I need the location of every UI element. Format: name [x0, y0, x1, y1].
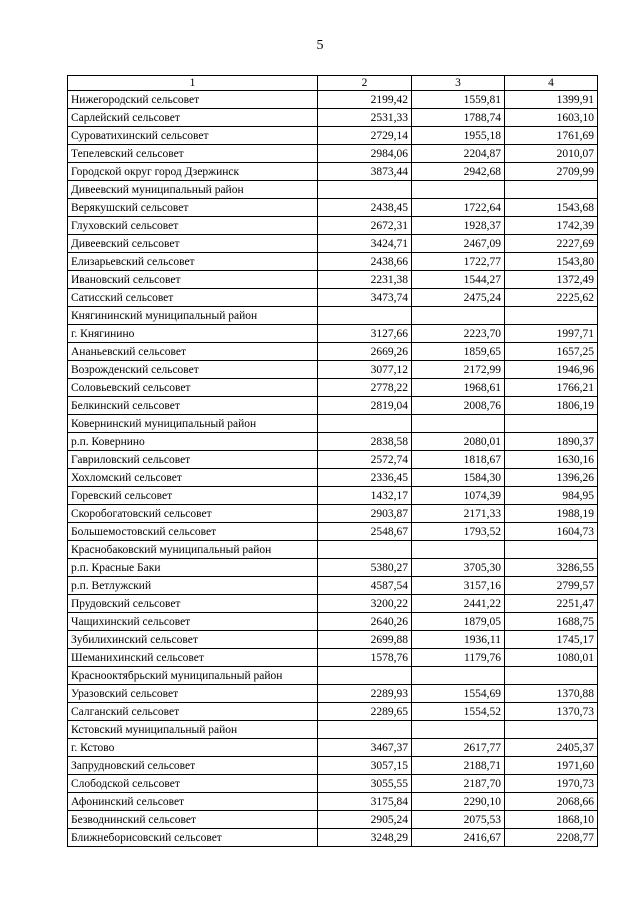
table-row	[68, 163, 598, 181]
table-row	[68, 253, 598, 271]
row-value-cell: 2187,70	[412, 775, 505, 793]
row-name-cell: Краснооктябрьский муниципальный район	[68, 667, 318, 685]
row-value-cell: 1988,19	[505, 505, 598, 523]
row-value-cell: 1879,05	[412, 613, 505, 631]
row-value-cell: 3248,29	[318, 829, 412, 847]
row-value-cell: 2204,87	[412, 145, 505, 163]
row-value-cell	[412, 541, 505, 559]
row-name-cell: Запрудновский сельсовет	[68, 757, 318, 775]
row-name-cell: Дивеевский муниципальный район	[68, 181, 318, 199]
row-value-cell: 1742,39	[505, 217, 598, 235]
row-name-cell: Белкинский сельсовет	[68, 397, 318, 415]
row-value-cell: 2799,57	[505, 577, 598, 595]
table-row	[68, 271, 598, 289]
row-value-cell	[318, 667, 412, 685]
row-value-cell: 3057,15	[318, 757, 412, 775]
row-name-cell: Салганский сельсовет	[68, 703, 318, 721]
row-value-cell: 2080,01	[412, 433, 505, 451]
row-name-cell: Безводнинский сельсовет	[68, 811, 318, 829]
row-value-cell: 2475,24	[412, 289, 505, 307]
row-value-cell	[505, 721, 598, 739]
row-value-cell: 2729,14	[318, 127, 412, 145]
row-name-cell: Дивеевский сельсовет	[68, 235, 318, 253]
row-name-cell: Гавриловский сельсовет	[68, 451, 318, 469]
row-value-cell: 3705,30	[412, 559, 505, 577]
row-value-cell: 2709,99	[505, 163, 598, 181]
table-row	[68, 379, 598, 397]
table-row	[68, 667, 598, 685]
row-value-cell: 2838,58	[318, 433, 412, 451]
row-name-cell: Афонинский сельсовет	[68, 793, 318, 811]
row-value-cell	[505, 415, 598, 433]
row-value-cell: 2188,71	[412, 757, 505, 775]
row-value-cell: 1080,01	[505, 649, 598, 667]
row-name-cell: Нижегородский сельсовет	[68, 91, 318, 109]
table-row	[68, 793, 598, 811]
row-name-cell: Ковернинский муниципальный район	[68, 415, 318, 433]
row-value-cell: 2289,65	[318, 703, 412, 721]
row-value-cell: 1997,71	[505, 325, 598, 343]
row-value-cell	[318, 415, 412, 433]
table-row	[68, 523, 598, 541]
row-value-cell: 2010,07	[505, 145, 598, 163]
header-cell-col1: 1	[68, 76, 318, 91]
row-name-cell: Уразовский сельсовет	[68, 685, 318, 703]
row-value-cell: 1722,64	[412, 199, 505, 217]
row-value-cell: 1657,25	[505, 343, 598, 361]
row-value-cell: 2548,67	[318, 523, 412, 541]
row-value-cell: 3200,22	[318, 595, 412, 613]
row-value-cell: 1970,73	[505, 775, 598, 793]
row-value-cell: 2699,88	[318, 631, 412, 649]
table-row	[68, 289, 598, 307]
row-value-cell: 2531,33	[318, 109, 412, 127]
row-value-cell: 1543,68	[505, 199, 598, 217]
row-value-cell: 3424,71	[318, 235, 412, 253]
row-value-cell: 1788,74	[412, 109, 505, 127]
row-name-cell: Глуховский сельсовет	[68, 217, 318, 235]
table-row	[68, 559, 598, 577]
page-number: 5	[316, 38, 324, 53]
row-value-cell: 1543,80	[505, 253, 598, 271]
table-row	[68, 361, 598, 379]
table-row	[68, 109, 598, 127]
row-value-cell: 2778,22	[318, 379, 412, 397]
row-value-cell: 2438,45	[318, 199, 412, 217]
row-value-cell	[412, 667, 505, 685]
row-value-cell: 1793,52	[412, 523, 505, 541]
row-value-cell: 2669,26	[318, 343, 412, 361]
table-row	[68, 631, 598, 649]
row-value-cell	[318, 721, 412, 739]
header-row	[68, 76, 598, 91]
row-name-cell: Сатисский сельсовет	[68, 289, 318, 307]
row-value-cell: 2905,24	[318, 811, 412, 829]
row-value-cell: 2225,62	[505, 289, 598, 307]
row-value-cell: 3473,74	[318, 289, 412, 307]
table-row	[68, 739, 598, 757]
row-value-cell: 1936,11	[412, 631, 505, 649]
row-name-cell: Княгининский муниципальный район	[68, 307, 318, 325]
table-row	[68, 397, 598, 415]
row-name-cell: Горевский сельсовет	[68, 487, 318, 505]
row-value-cell: 3286,55	[505, 559, 598, 577]
table-row	[68, 415, 598, 433]
row-name-cell: г. Кстово	[68, 739, 318, 757]
row-name-cell: Краснобаковский муниципальный район	[68, 541, 318, 559]
row-name-cell: Слободской сельсовет	[68, 775, 318, 793]
row-value-cell: 2223,70	[412, 325, 505, 343]
table-row	[68, 325, 598, 343]
row-value-cell: 1603,10	[505, 109, 598, 127]
table-row	[68, 541, 598, 559]
row-value-cell: 1868,10	[505, 811, 598, 829]
table-row	[68, 145, 598, 163]
row-value-cell: 2199,42	[318, 91, 412, 109]
header-cell-col3: 3	[412, 76, 505, 91]
row-name-cell: Верякушский сельсовет	[68, 199, 318, 217]
row-value-cell: 1630,16	[505, 451, 598, 469]
row-value-cell: 2942,68	[412, 163, 505, 181]
row-value-cell	[505, 541, 598, 559]
table-row	[68, 91, 598, 109]
row-name-cell: Шеманихинский сельсовет	[68, 649, 318, 667]
row-value-cell: 1745,17	[505, 631, 598, 649]
row-value-cell: 1554,69	[412, 685, 505, 703]
table-row	[68, 757, 598, 775]
row-value-cell: 2336,45	[318, 469, 412, 487]
row-value-cell: 3873,44	[318, 163, 412, 181]
row-value-cell	[318, 181, 412, 199]
row-value-cell: 2068,66	[505, 793, 598, 811]
row-name-cell: Большемостовский сельсовет	[68, 523, 318, 541]
row-value-cell: 2572,74	[318, 451, 412, 469]
row-value-cell: 3127,66	[318, 325, 412, 343]
row-value-cell: 1578,76	[318, 649, 412, 667]
row-value-cell: 1955,18	[412, 127, 505, 145]
row-value-cell: 1890,37	[505, 433, 598, 451]
data-table	[67, 75, 598, 847]
row-name-cell: Ближнеборисовский сельсовет	[68, 829, 318, 847]
row-value-cell	[318, 541, 412, 559]
row-value-cell: 1559,81	[412, 91, 505, 109]
row-value-cell: 3055,55	[318, 775, 412, 793]
row-value-cell: 1399,91	[505, 91, 598, 109]
row-value-cell	[505, 181, 598, 199]
row-value-cell: 2289,93	[318, 685, 412, 703]
row-value-cell	[505, 667, 598, 685]
row-value-cell: 3077,12	[318, 361, 412, 379]
row-value-cell: 2441,22	[412, 595, 505, 613]
row-name-cell: Чащихинский сельсовет	[68, 613, 318, 631]
row-value-cell: 1688,75	[505, 613, 598, 631]
row-value-cell: 5380,27	[318, 559, 412, 577]
table-body	[68, 91, 598, 847]
row-name-cell: Ивановский сельсовет	[68, 271, 318, 289]
row-value-cell: 1432,17	[318, 487, 412, 505]
row-value-cell: 3157,16	[412, 577, 505, 595]
row-value-cell: 1818,67	[412, 451, 505, 469]
header-cell-col2: 2	[318, 76, 412, 91]
row-name-cell: Прудовский сельсовет	[68, 595, 318, 613]
table-row	[68, 181, 598, 199]
row-value-cell: 2227,69	[505, 235, 598, 253]
row-value-cell	[412, 181, 505, 199]
table-row	[68, 505, 598, 523]
row-name-cell: Елизарьевский сельсовет	[68, 253, 318, 271]
row-value-cell: 2231,38	[318, 271, 412, 289]
table-row	[68, 235, 598, 253]
row-name-cell: Соловьевский сельсовет	[68, 379, 318, 397]
row-value-cell: 1766,21	[505, 379, 598, 397]
row-value-cell: 2008,76	[412, 397, 505, 415]
row-value-cell: 1604,73	[505, 523, 598, 541]
row-value-cell: 1722,77	[412, 253, 505, 271]
table-header	[68, 76, 598, 91]
row-value-cell: 2640,26	[318, 613, 412, 631]
table-row	[68, 127, 598, 145]
row-value-cell: 1968,61	[412, 379, 505, 397]
row-value-cell	[505, 307, 598, 325]
row-value-cell: 1396,26	[505, 469, 598, 487]
table-row	[68, 307, 598, 325]
row-value-cell: 4587,54	[318, 577, 412, 595]
table-row	[68, 613, 598, 631]
row-value-cell: 2208,77	[505, 829, 598, 847]
row-value-cell: 2984,06	[318, 145, 412, 163]
row-name-cell: Тепелевский сельсовет	[68, 145, 318, 163]
row-name-cell: Сарлейский сельсовет	[68, 109, 318, 127]
row-value-cell: 1761,69	[505, 127, 598, 145]
row-value-cell: 3467,37	[318, 739, 412, 757]
row-value-cell: 1584,30	[412, 469, 505, 487]
row-value-cell: 1928,37	[412, 217, 505, 235]
row-value-cell: 2819,04	[318, 397, 412, 415]
row-name-cell: Городской округ город Дзержинск	[68, 163, 318, 181]
table-row	[68, 721, 598, 739]
table-row	[68, 199, 598, 217]
row-value-cell: 1370,88	[505, 685, 598, 703]
row-value-cell: 1554,52	[412, 703, 505, 721]
row-value-cell: 1074,39	[412, 487, 505, 505]
table-row	[68, 685, 598, 703]
row-value-cell: 1806,19	[505, 397, 598, 415]
row-value-cell: 2290,10	[412, 793, 505, 811]
row-value-cell: 2438,66	[318, 253, 412, 271]
table-row	[68, 577, 598, 595]
table-row	[68, 487, 598, 505]
row-name-cell: Возрожденский сельсовет	[68, 361, 318, 379]
table-row	[68, 829, 598, 847]
row-value-cell: 2617,77	[412, 739, 505, 757]
row-value-cell	[412, 307, 505, 325]
table-row	[68, 217, 598, 235]
row-value-cell: 1372,49	[505, 271, 598, 289]
row-name-cell: г. Княгинино	[68, 325, 318, 343]
row-value-cell: 2416,67	[412, 829, 505, 847]
table-row	[68, 775, 598, 793]
row-value-cell: 1370,73	[505, 703, 598, 721]
row-value-cell	[318, 307, 412, 325]
row-value-cell: 3175,84	[318, 793, 412, 811]
row-value-cell: 984,95	[505, 487, 598, 505]
row-name-cell: р.п. Ковернино	[68, 433, 318, 451]
row-value-cell: 1971,60	[505, 757, 598, 775]
row-name-cell: Скоробогатовский сельсовет	[68, 505, 318, 523]
table-row	[68, 451, 598, 469]
row-value-cell: 2075,53	[412, 811, 505, 829]
row-value-cell: 2672,31	[318, 217, 412, 235]
table-row	[68, 811, 598, 829]
row-name-cell: Ананьевский сельсовет	[68, 343, 318, 361]
table-row	[68, 703, 598, 721]
row-value-cell	[412, 415, 505, 433]
row-value-cell	[412, 721, 505, 739]
row-value-cell: 2405,37	[505, 739, 598, 757]
table-row	[68, 649, 598, 667]
row-value-cell: 2467,09	[412, 235, 505, 253]
row-value-cell: 1859,65	[412, 343, 505, 361]
row-name-cell: Суроватихинский сельсовет	[68, 127, 318, 145]
row-name-cell: р.п. Красные Баки	[68, 559, 318, 577]
row-name-cell: Зубилихинский сельсовет	[68, 631, 318, 649]
row-value-cell: 2903,87	[318, 505, 412, 523]
header-cell-col4: 4	[505, 76, 598, 91]
row-value-cell: 2172,99	[412, 361, 505, 379]
row-value-cell: 1544,27	[412, 271, 505, 289]
table-row	[68, 469, 598, 487]
table-row	[68, 433, 598, 451]
row-name-cell: Кстовский муниципальный район	[68, 721, 318, 739]
row-value-cell: 2251,47	[505, 595, 598, 613]
row-name-cell: Хохломский сельсовет	[68, 469, 318, 487]
table-row	[68, 595, 598, 613]
row-name-cell: р.п. Ветлужский	[68, 577, 318, 595]
row-value-cell: 1946,96	[505, 361, 598, 379]
table-row	[68, 343, 598, 361]
row-value-cell: 1179,76	[412, 649, 505, 667]
row-value-cell: 2171,33	[412, 505, 505, 523]
